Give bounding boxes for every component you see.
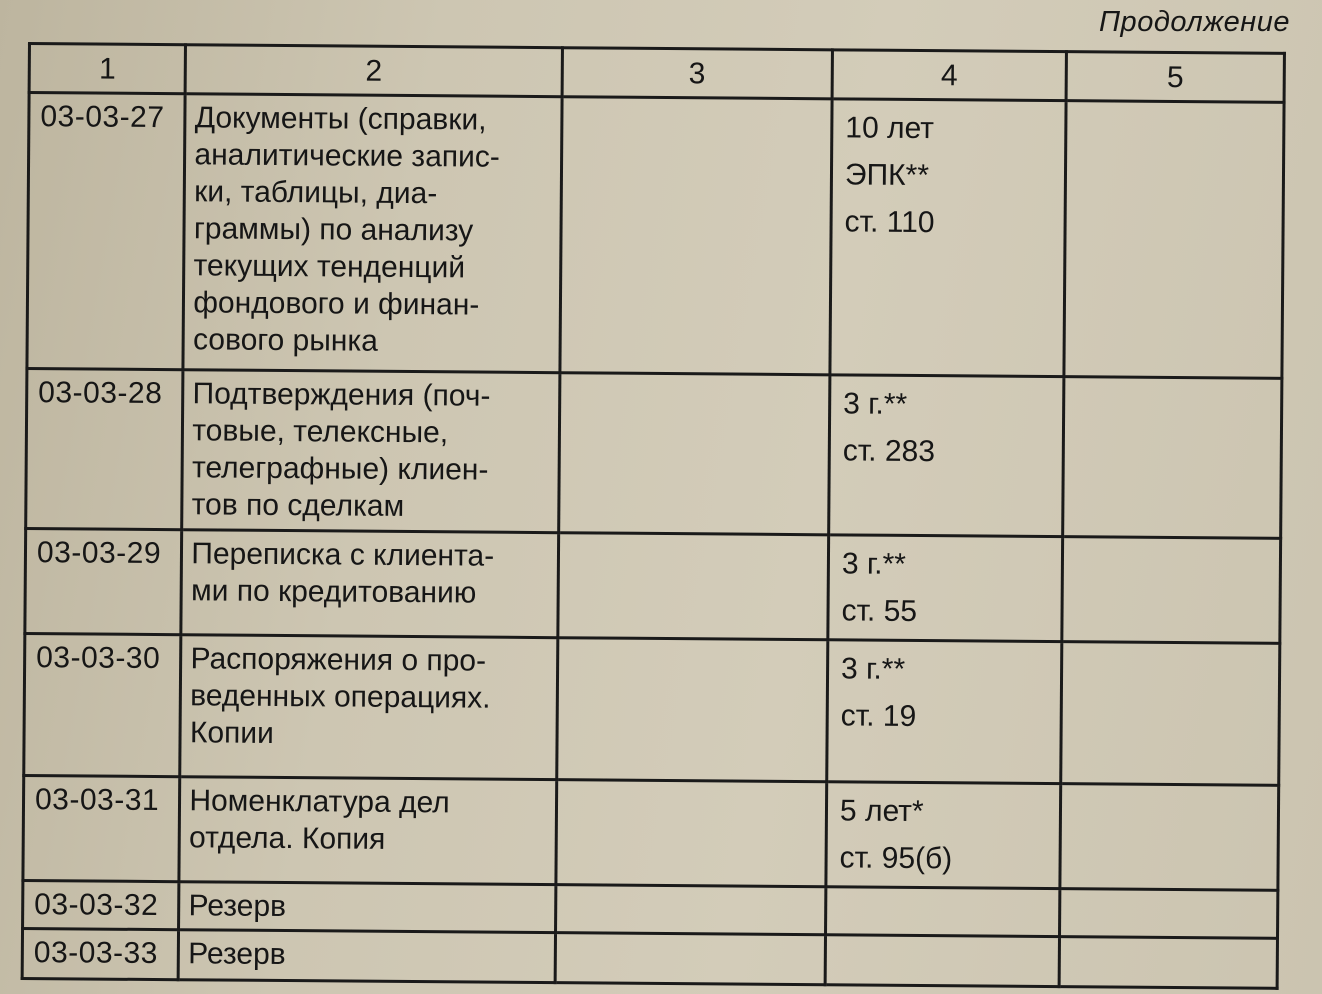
case-index: 03-03-27 [27, 93, 186, 370]
case-index: 03-03-33 [22, 928, 179, 979]
nomenclature-table-wrapper [21, 42, 1286, 972]
case-volumes [560, 97, 833, 375]
case-note [1064, 101, 1284, 379]
table-row [25, 528, 1281, 643]
case-retention-term [825, 935, 1059, 987]
case-volumes [555, 885, 826, 935]
continuation-label: Продолжение [1099, 6, 1290, 38]
column-header-4: 4 [832, 50, 1066, 101]
case-index: 03-03-28 [26, 369, 184, 530]
table-row [27, 93, 1284, 379]
case-volumes [557, 533, 828, 640]
case-note [1059, 937, 1277, 989]
case-note [1063, 377, 1282, 539]
case-title: Документы (справки, аналитические запис- ки, таблицы, диа- граммы) по анализу текущих тенденций фондового и финан- сового рынка [183, 94, 561, 373]
case-retention-term [826, 887, 1060, 937]
case-title: Резерв [178, 930, 555, 983]
case-note [1060, 889, 1278, 939]
case-title: Номенклатура дел отдела. Копия [179, 777, 556, 885]
case-title: Подтверждения (поч- товые, телексные, телеграфные) клиен- тов по сделкам [182, 370, 560, 533]
case-index: 03-03-30 [24, 633, 181, 776]
case-volumes [555, 933, 826, 985]
case-retention-term: 5 лет* ст. 95(б) [826, 782, 1061, 889]
case-volumes [556, 638, 827, 782]
case-note [1061, 642, 1280, 786]
table-row [22, 928, 1277, 988]
table-row [26, 369, 1282, 539]
case-note [1062, 537, 1281, 644]
case-index: 03-03-31 [23, 775, 180, 881]
case-index: 03-03-29 [25, 528, 182, 634]
column-header-3: 3 [562, 48, 833, 99]
case-index: 03-03-32 [23, 880, 180, 929]
case-title: Распоряжения о про- веденных операциях. Копии [180, 635, 557, 780]
nomenclature-table [21, 42, 1286, 990]
column-header-2: 2 [185, 45, 562, 97]
case-volumes [556, 780, 827, 887]
table-row [23, 775, 1279, 890]
case-retention-term: 10 лет ЭПК** ст. 110 [830, 99, 1066, 377]
case-retention-term: 3 г.** ст. 55 [828, 535, 1063, 642]
case-retention-term: 3 г.** ст. 283 [829, 375, 1064, 537]
column-header-1: 1 [29, 44, 186, 94]
case-title: Резерв [179, 882, 556, 933]
table-row [24, 633, 1280, 785]
case-title: Переписка с клиента- ми по кредитованию [181, 530, 558, 638]
case-volumes [558, 373, 830, 535]
column-header-5: 5 [1066, 52, 1284, 103]
case-note [1060, 784, 1279, 891]
case-retention-term: 3 г.** ст. 19 [827, 640, 1062, 784]
